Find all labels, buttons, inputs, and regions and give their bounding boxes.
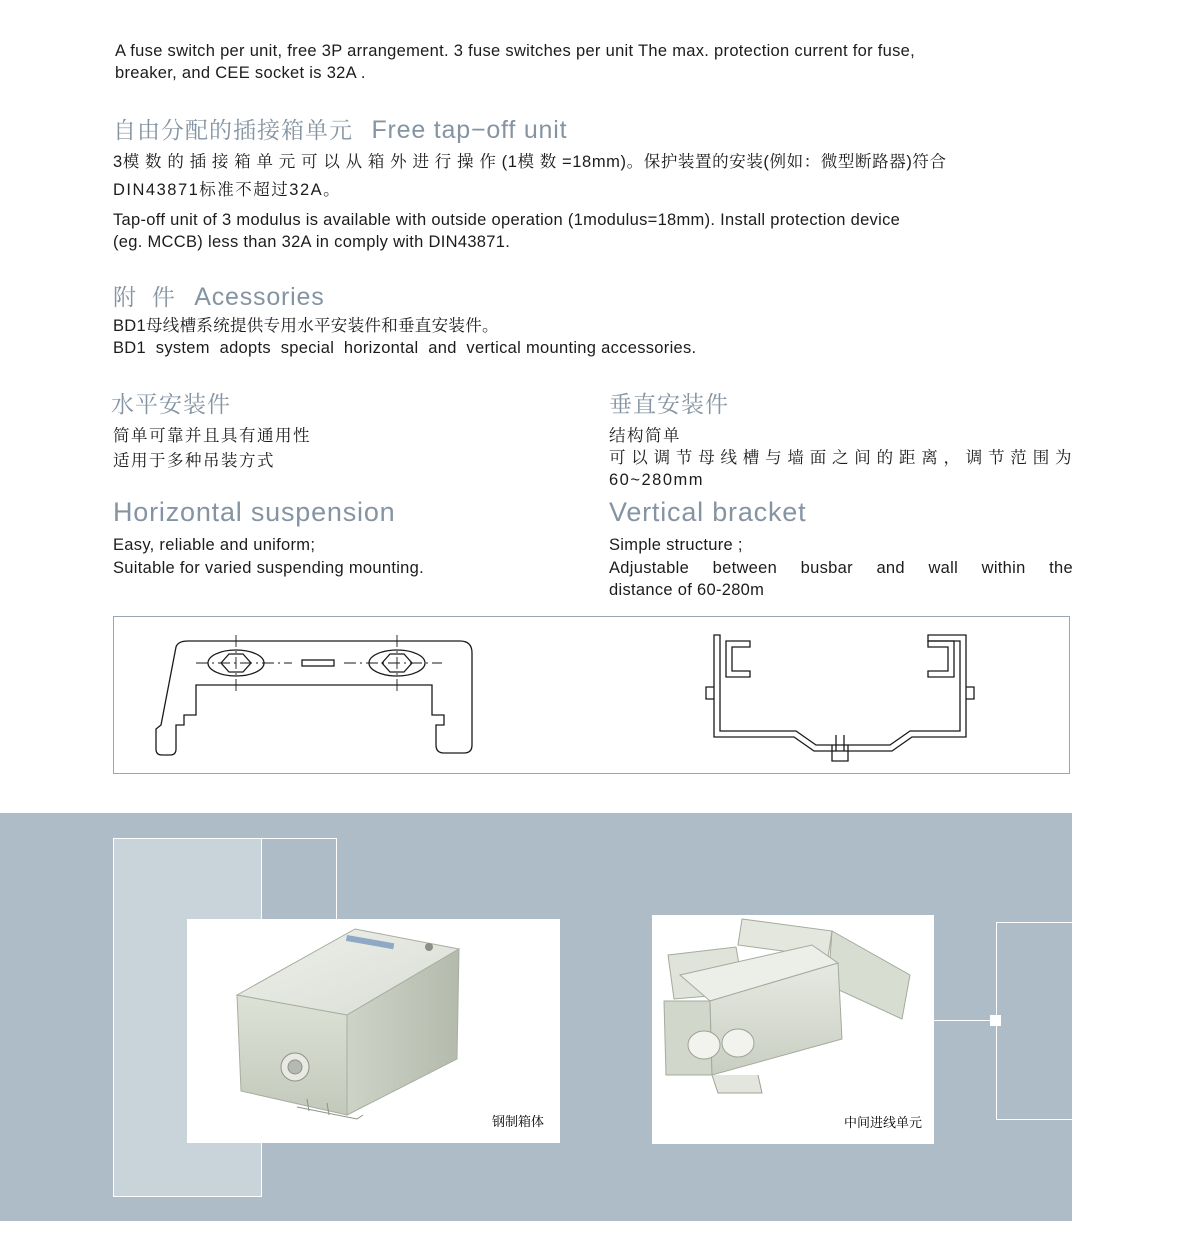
horizontal-zh-line-1: 简单可靠并且具有通用性 xyxy=(113,427,311,445)
tapoff-heading-en: Free tap−off unit xyxy=(371,116,568,144)
vertical-en-line-3: distance of 60-280m xyxy=(609,581,765,599)
accessories-paragraph xyxy=(113,315,696,359)
tapoff-en-line-2: (eg. MCCB) less than 32A in comply with DIN43871. xyxy=(113,233,511,251)
intro-paragraph xyxy=(115,40,915,84)
middle-feed-unit-photo-card xyxy=(652,915,934,1144)
tapoff-heading-zh: 自由分配的插接箱单元 xyxy=(113,117,353,143)
mounting-diagrams xyxy=(114,617,1069,773)
horizontal-zh-paragraph xyxy=(113,425,311,472)
vertical-zh-line-2: 可以调节母线槽与墙面之间的距离，调节范围为 xyxy=(609,449,1073,467)
mounting-diagram-box xyxy=(113,616,1070,774)
horizontal-en-paragraph xyxy=(113,534,424,579)
accessories-heading-zh: 附 件 xyxy=(113,284,176,310)
horizontal-heading-en: Horizontal suspension xyxy=(113,497,396,527)
right-outline-frame xyxy=(996,922,1073,1120)
horizontal-en-line-2: Suitable for varied suspending mounting. xyxy=(113,559,425,577)
steel-box-photo-card xyxy=(187,919,560,1143)
horizontal-heading-zh: 水平安装件 xyxy=(111,391,231,417)
middle-feed-unit-image xyxy=(652,915,934,1144)
tapoff-zh-line-2: DIN43871标准不超过32A。 xyxy=(113,181,342,199)
vertical-en-paragraph xyxy=(609,534,1073,601)
vertical-en-line-1: Simple structure ; xyxy=(609,536,743,554)
accessories-heading-en: Acessories xyxy=(194,283,325,311)
intro-line-2: breaker, and CEE socket is 32A . xyxy=(115,64,366,82)
vertical-heading-en: Vertical bracket xyxy=(609,497,807,527)
tapoff-zh-paragraph xyxy=(113,151,1028,201)
vertical-en-line-2: Adjustable between busbar and wall within the xyxy=(609,559,1073,577)
accessories-heading xyxy=(113,279,325,312)
steel-box-image xyxy=(187,919,560,1143)
horizontal-en-line-1: Easy, reliable and uniform; xyxy=(113,536,316,554)
connector-line xyxy=(934,1020,996,1021)
tapoff-zh-line-1: 3模 数 的 插 接 箱 单 元 可 以 从 箱 外 进 行 操 作 (1模 数 =18mm)。保护装置的安装(例如：微型断路器)符合 xyxy=(113,153,947,171)
vertical-zh-paragraph xyxy=(609,425,1073,491)
middle-feed-unit-caption: 中间进线单元 xyxy=(844,1116,923,1131)
vertical-bracket-drawing xyxy=(706,635,974,761)
vertical-zh-line-3: 60~280mm xyxy=(609,471,705,489)
tapoff-en-paragraph xyxy=(113,209,900,253)
horizontal-suspension-drawing xyxy=(156,635,472,755)
accessories-en-line: BD1 system adopts special horizontal and vertical mounting accessories. xyxy=(113,339,697,357)
tapoff-heading xyxy=(113,112,567,145)
decorative-outline xyxy=(260,838,337,920)
intro-line-1: A fuse switch per unit, free 3P arrangement. 3 fuse switches per unit The max. protection current for fuse, xyxy=(115,42,916,60)
steel-box-caption: 钢制箱体 xyxy=(492,1115,545,1130)
tapoff-en-line-1: Tap-off unit of 3 modulus is available with outside operation (1modulus=18mm). Install protection device xyxy=(113,211,901,229)
vertical-heading-zh: 垂直安装件 xyxy=(609,391,729,417)
horizontal-zh-line-2: 适用于多种吊装方式 xyxy=(113,452,275,470)
accessories-zh-line: BD1母线槽系统提供专用水平安装件和垂直安装件。 xyxy=(113,317,499,335)
vertical-zh-line-1: 结构简单 xyxy=(609,427,681,445)
